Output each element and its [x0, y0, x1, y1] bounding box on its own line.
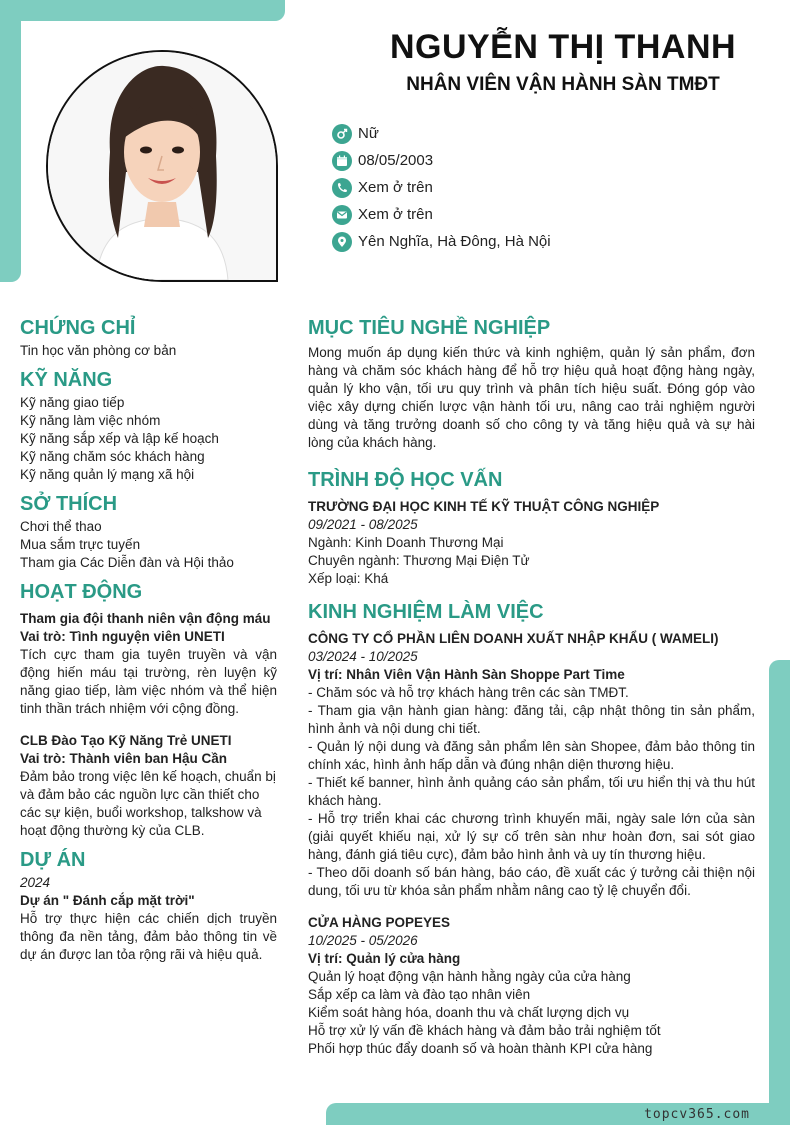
certificates-heading: CHỨNG CHỈ	[20, 317, 136, 339]
experience-heading: KINH NGHIỆM LÀM VIỆC	[308, 601, 544, 623]
job-duty: Quản lý hoạt động vận hành hằng ngày của cửa hàng	[308, 969, 631, 984]
activity-org: CLB Đào Tạo Kỹ Năng Trẻ UNETI	[20, 733, 232, 748]
job-period: 10/2025 - 05/2026	[308, 933, 418, 948]
phone-icon	[332, 178, 352, 198]
skill-item: Kỹ năng quản lý mạng xã hội	[20, 467, 195, 482]
job-period: 03/2024 - 10/2025	[308, 649, 418, 664]
hobbies-section	[20, 490, 277, 572]
job-duty: Kiểm soát hàng hóa, doanh thu và chất lượng dịch vụ	[308, 1005, 630, 1020]
project-desc: Hỗ trợ thực hiện các chiến dịch truyền thông đa nền tảng, đảm bảo thông tin về dự án được lan tỏa rộng rãi và hiệu quả.	[20, 911, 277, 962]
skill-item: Kỹ năng làm việc nhóm	[20, 413, 161, 428]
job-company: CÔNG TY CỔ PHẦN LIÊN DOANH XUẤT NHẬP KHẨU ( WAMELI)	[308, 631, 719, 646]
job-duty: - Hỗ trợ triển khai các chương trình khuyến mãi, ngày sale lớn của sàn (giải quyết khiếu nại, xử lý sự cố trên sàn như hoàn đơn, sai sót giao hàng, đánh giá tiêu cực), đảm bảo hình ảnh và uy tín thương hiệu.	[308, 811, 755, 862]
site-watermark: topcv365.com	[644, 1107, 750, 1122]
skills-section	[20, 366, 277, 484]
project-name: Dự án " Đánh cắp mặt trời"	[20, 893, 195, 908]
certificate-item: Tin học văn phòng cơ bản	[20, 343, 177, 358]
contact-gender	[332, 120, 551, 147]
decor-bar-right	[769, 660, 790, 1125]
projects-heading: DỰ ÁN	[20, 849, 86, 871]
activity-role: Vai trò: Tình nguyện viên UNETI	[20, 629, 225, 644]
objective-section	[308, 314, 755, 452]
experience-section	[308, 598, 755, 1058]
education-major: Ngành: Kinh Doanh Thương Mại	[308, 535, 504, 550]
left-column	[20, 314, 277, 970]
calendar-icon	[332, 151, 352, 171]
email-icon	[332, 205, 352, 225]
profile-photo	[46, 50, 278, 282]
contact-gender-text: Nữ	[358, 125, 379, 142]
contact-list	[332, 120, 551, 255]
objective-text: Mong muốn áp dụng kiến thức và kinh nghiệm, quản lý sản phẩm, đơn hàng và chăm sóc khách hàng để hỗ trợ hiệu quả hoạt động hàng ngày, quản lý kho vận, tối ưu quy trình và phân tích hiệu suất. Đóng góp vào việc xây dựng chiến lược vận hành tối ưu, nâng cao trải nghiệm người dùng và tăng trưởng doanh số cho công ty và tăng hiệu quả và sự hài lòng của khách hàng.	[308, 345, 755, 450]
contact-email-text: Xem ở trên	[358, 206, 433, 223]
contact-birthday-text: 08/05/2003	[358, 152, 434, 169]
contact-phone-text: Xem ở trên	[358, 179, 433, 196]
skill-item: Kỹ năng chăm sóc khách hàng	[20, 449, 205, 464]
job-duty: Hỗ trợ xử lý vấn đề khách hàng và đảm bảo trải nghiệm tốt	[308, 1023, 661, 1038]
certificates-section	[20, 314, 277, 360]
job-position: Vị trí: Quản lý cửa hàng	[308, 951, 461, 966]
location-icon	[332, 232, 352, 252]
activity-desc: Đảm bảo trong việc lên kế hoạch, chuẩn bị và đảm bảo các nguồn lực cần thiết cho các sự kiện, buổi workshop, talkshow và hoạt động thường kỳ của CLB.	[20, 769, 276, 838]
education-specialization: Chuyên ngành: Thương Mại Điện Tử	[308, 553, 530, 568]
hobbies-heading: SỞ THÍCH	[20, 493, 118, 515]
objective-heading: MỤC TIÊU NGHỀ NGHIỆP	[308, 317, 551, 339]
activity-desc: Tích cực tham gia tuyên truyền và vận động hiến máu tại trường, rèn luyện kỹ năng giao tiếp, làm việc nhóm và thể hiện tinh thần trách nhiệm với cộng đồng.	[20, 647, 277, 716]
activities-heading: HOẠT ĐỘNG	[20, 581, 143, 603]
education-school: TRƯỜNG ĐẠI HỌC KINH TẾ KỸ THUẬT CÔNG NGHIỆP	[308, 499, 660, 514]
education-rank: Xếp loại: Khá	[308, 571, 389, 586]
job-duty: - Tham gia vận hành gian hàng: đăng tải, cập nhật thông tin sản phẩm, hình ảnh và nội dung chi tiết.	[308, 703, 755, 736]
activity-role: Vai trò: Thành viên ban Hậu Cần	[20, 751, 228, 766]
hobby-item: Tham gia Các Diễn đàn và Hội thảo	[20, 555, 234, 570]
job-company: CỬA HÀNG POPEYES	[308, 915, 450, 930]
contact-address-text: Yên Nghĩa, Hà Đông, Hà Nội	[358, 233, 551, 250]
candidate-name: NGUYỄN THỊ THANH	[389, 28, 737, 66]
job-duty: Phối hợp thúc đẩy doanh số và hoàn thành KPI cửa hàng	[308, 1041, 653, 1056]
job-duty: - Theo dõi doanh số bán hàng, báo cáo, đề xuất các ý tưởng cải thiện nội dung, tối ưu từ khóa sản phẩm nhằm nâng cao tỷ lệ chuyển đổi.	[308, 865, 755, 898]
job-duty: - Quản lý nội dung và đăng sản phẩm lên sàn Shopee, đảm bảo thông tin chính xác, hình ảnh hấp dẫn và đúng nhận diện thương hiệu.	[308, 739, 755, 772]
activities-section	[20, 578, 277, 840]
contact-address	[332, 228, 551, 255]
right-column	[308, 314, 755, 1064]
hobby-item: Chơi thể thao	[20, 519, 102, 534]
contact-birthday	[332, 147, 551, 174]
job-duty: - Thiết kế banner, hình ảnh quảng cáo sản phẩm, tối ưu hiển thị và thu hút khách hàng.	[308, 775, 755, 808]
education-period: 09/2021 - 08/2025	[308, 517, 418, 532]
skill-item: Kỹ năng sắp xếp và lập kế hoạch	[20, 431, 219, 446]
project-year: 2024	[20, 875, 51, 890]
hobby-item: Mua sắm trực tuyến	[20, 537, 141, 552]
gender-icon	[332, 124, 352, 144]
activity-org: Tham gia đội thanh niên vận động máu	[20, 611, 271, 626]
contact-phone[interactable]	[332, 174, 551, 201]
education-section	[308, 466, 755, 588]
skills-heading: KỸ NĂNG	[20, 369, 113, 391]
job-duty: Sắp xếp ca làm và đào tạo nhân viên	[308, 987, 531, 1002]
decor-bar-top	[0, 0, 285, 21]
job-duty: - Chăm sóc và hỗ trợ khách hàng trên các sàn TMĐT.	[308, 685, 629, 700]
decor-bar-left	[0, 0, 21, 282]
skill-item: Kỹ năng giao tiếp	[20, 395, 125, 410]
contact-email[interactable]	[332, 201, 551, 228]
projects-section	[20, 846, 277, 964]
education-heading: TRÌNH ĐỘ HỌC VẤN	[308, 469, 503, 491]
candidate-role: NHÂN VIÊN VẬN HÀNH SÀN TMĐT	[406, 74, 720, 95]
job-position: Vị trí: Nhân Viên Vận Hành Sàn Shoppe Part Time	[308, 667, 625, 682]
